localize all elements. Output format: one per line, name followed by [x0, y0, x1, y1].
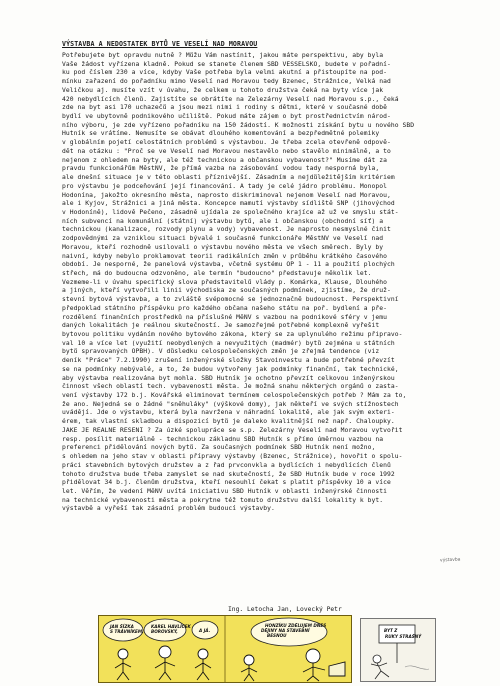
article-line: technickou (kanalizace, rozvody plynu a vody) vybavenost. Je naprosto nesmyslné činit: [62, 226, 391, 234]
article-line: val 10 a více let (využití neobydlených a nevyužitých (madmér) bytů zejména u státních: [62, 339, 395, 347]
article-line: naivní, kdyby nebylo proklamovat teorii radikálních změn v průběhu krátkého časového: [62, 252, 388, 260]
article-line: s ohledem na jeho stav v oblasti přípravy výstavby (Bzenec, Strážnice), hovořit o spolu-: [62, 453, 403, 461]
article-line: Potřebujete byt opravdu nutně ? Můžu Vám nastínit, jakou máte perspektivu, aby byla: [62, 52, 384, 59]
article-line: ku pod číslem 230 a více, kdyby Vaše potřeba byla velmi akutní a přistoupíte na pod-: [62, 69, 388, 77]
bubble-2-text: KAREL HAVLÍČEK BOROVSKÝ,: [151, 624, 191, 634]
article-line: ních subvencí na komunální (státní) výstavbu bytů, ale i občanskou (obchodní síť) a: [62, 217, 384, 225]
bubble-1-text: JAN ŠÍZKA S TRÁVNÍKEM,: [110, 624, 144, 634]
bubble-3-text: A JÁ.: [199, 628, 211, 633]
article-title: VÝSTAVBA A NEDOSTATEK BYTŮ VE VESELÍ NAD MORAVOU: [62, 40, 258, 48]
comic-figures-left: [115, 646, 211, 680]
article-line: bytů spravovaných OPBH). V důsledku celospolečenských změn je zřejmá tendence (viz: [62, 348, 380, 356]
article-line: pro výstavbu je podceňování její financování. A tady je celé jádro problému. Monopol: [62, 182, 388, 190]
article-line: stevní bytová výstavba, a to zvláště svépomocné se jednoznačně budoucnost. Perspektivní: [62, 296, 399, 304]
article-line: práci stavebních bytových družstev a z řad prvconvkla a bydlících i nebydlících členů: [62, 461, 391, 469]
article-line: Hodonína, jakožto okresního města, naprosto diskriminoval nejenom Veselí nad Moravou,: [62, 191, 391, 199]
article-signature: Ing. Letocha Jan, Lovecký Petr: [228, 606, 342, 613]
article-line: zodpovědnými za vzniklou situaci bývalé i současné funkcionáře MěstNV ve Veselí nad: [62, 235, 384, 243]
comic-strip: [98, 615, 352, 683]
article-line: nejenom z ohledem na byty, ale též technickou a občanskou vybavenost?" Musíme dát za: [62, 156, 388, 164]
article-line: JAKÉ JE REÁLNÉ ŘEŠENÍ ? Za úzké spolupráce se s.p. Železárny Veselí nad Moravou vytvořit: [62, 426, 403, 434]
article-line: ale i Kyjov, Strážnici a jiná města. Koncepce mamutí výstavby sídliště SNP (jihovýchod: [62, 200, 395, 208]
article-line: resp. posílit materiálně - technickou základnu SBD Hutník s přímo úměrnou vazbou na: [62, 435, 384, 443]
side-cartoon: [360, 618, 436, 682]
article-line: preferenci přidělování nových bytů. Za současných podmínek SBD Hutník není možno,: [62, 444, 376, 452]
motion-lines: [405, 666, 429, 669]
article-line: na technické vybavenosti města a pokrytne též tomuto družstvu další lokality k byt.: [62, 496, 384, 504]
comic-figures-right: [241, 649, 345, 681]
article-line: činnost všech oblastí tech. vybavenosti města. Je možná snahu některých orgánů o zasta-: [62, 383, 399, 391]
article-line: v globálním pojetí celostátních problémů s výstavbou. Je třeba zcela otevřeně odpově-: [62, 139, 391, 147]
article-line: Vezmeme-li v úvahu specifický slova představitelů vlády p. Komárka, Klause, Dlouhého: [62, 278, 388, 286]
article-line: tohoto družstva bude třeba zamyslet se nad skutečností, že SBD Hutník bude v roce 1992: [62, 470, 395, 478]
article-body: [62, 52, 434, 514]
article-line: deník "Práce" 7.2.1990) zrušení inženýrské složky Stavoinvestu a bude potřebné převzít: [62, 357, 395, 365]
article-line: 420 nebydlících členů. Zajistíte se obrátíte na Železárny Veselí nad Moravou s.p., čeká: [62, 95, 399, 103]
article-line: mínku zařazení do pořadníku mimo Veselí nad Moravou tedy Bzenec, Strážnice, Velká nad: [62, 78, 391, 86]
article-line: střech, má do budoucna odzvoněno, ale termín "budoucno" představuje několik let.: [62, 269, 372, 277]
article-line: let. Věřím, že vedení MěNV uvítá iniciativu SBD Hutník v oblasti inženýrské činnosti: [62, 487, 388, 495]
article-line: vení výstavby 172 b.j. Kovářská eliminovat termínem celospolečenských potřeb ? Mám za to,: [62, 392, 407, 400]
article-line: daných lokalitách je reálnou skutečností. Je samozřejmé potřebné komplexně vyřešit: [62, 322, 380, 330]
side-cartoon-drawing: [361, 619, 435, 681]
article-line: a jiných, kteří vytvořili linii východiska ze současných podmínek, zjistíme, že druž-: [62, 287, 391, 295]
article-line: přidělovat 34 b.j. členům družstva, kteří nesouhlí čekat s platit příspěvky 10 a více: [62, 479, 391, 487]
bubble-4-text: HONZÍKU ZDĚLUJEM DNES DĚJINY NA STAVEBNÍ BESNOU: [261, 623, 327, 638]
article-line: se na podmínky nebývalé, a to, že budou vytvořeny jak podmínky finanční, tak technické,: [62, 365, 399, 373]
comic-strip-drawing: [99, 616, 351, 682]
article-line: Vaše žádost vyřízena kladně. Pokud se stanete členem SBD VESSELSKO, budete v pořadní-: [62, 60, 391, 68]
article-line: érem, tak vlastní skladbou a dispozicí bytů je daleko kvalitnější než např. Chaloupky.: [62, 418, 395, 426]
article-line: bydlí ve ubytovně podnikového učiliště. Pokud máte zájem o byt prostřednictvím národ-: [62, 113, 391, 121]
article-line: Veličkou aj. musíte vzít v úvahu, že celkem u tohoto družstva čeká na byty více jak: [62, 86, 384, 94]
article-line: bytovou politiku vydáním nového bytového zákona, který se za uplynulého režimu připravo-: [62, 331, 403, 338]
article-line: ale dnešní situace je v této oblasti příznivější. Zásadním a nejdůležitějším kritériem: [62, 174, 395, 182]
article-line: předpoklad státního příspěvku pro každého občana našeho státu na poř. bydlení a pře-: [62, 304, 388, 312]
handwritten-side-note: výstavba: [439, 557, 461, 564]
article-line: pravdu funkcionářům MěstNV, že přímá vazba na zásobování vodou tady nesporná byla,: [62, 165, 380, 173]
article-line: Moravou, kteří rozhodně usilovali o výstavbu nového města ve všech směrech. Byly by: [62, 243, 384, 251]
article-line: že ano. Nejedná se o žádné "sněhuláky" (výškové domy), jak někteří ve svých stížnostech: [62, 400, 399, 408]
article-line: období. Je nesporné, že panelová výstavba, včetně systému OP 1 - 11 a použití plochých: [62, 261, 395, 269]
article-line: uvádějí. Jde o výstavbu, která byla navržena v náhradní lokalitě, ale jak svým exteri-: [62, 409, 395, 417]
article-line: dět na otázku : "Proč se ve Veselí nad Moravou nestavělo nebo stavělo minimálně, a to: [62, 147, 391, 155]
article-line: ního výboru, je zde vyřízeno pořadníku na 150 žádostí. K možnosti získání bytu u nového SBD: [62, 121, 415, 129]
article-line: zde na byt asi 170 uchazečů a jsou mezi nimi i rodiny s dětmi, které v současné době: [62, 104, 388, 112]
article-line: Hutník se vrátíme. Nemusíte se obávat dlouhého komentování a bezpředmětné polemiky: [62, 130, 380, 138]
article-line: v Hodoníně), lidově Pečeno, zásadně ujídala ze společného krajíce až už ve smyslu stát-: [62, 208, 399, 216]
article-line: výstavbě a vyřeší tak zásadní problém budoucí výstavby.: [62, 505, 275, 513]
running-figure: [371, 655, 389, 679]
article-line: aby výstavba realizována byt mohla. SBD Hutník je ochotno převzít celkovou inženýrskou: [62, 374, 395, 382]
article-line: rozdělení finančních prostředků na příslušné MěNV s vazbou na podnikové sféry v jemu: [62, 313, 388, 321]
sign-text: BYT Z RUKY STRAŠNÝ: [384, 628, 422, 639]
